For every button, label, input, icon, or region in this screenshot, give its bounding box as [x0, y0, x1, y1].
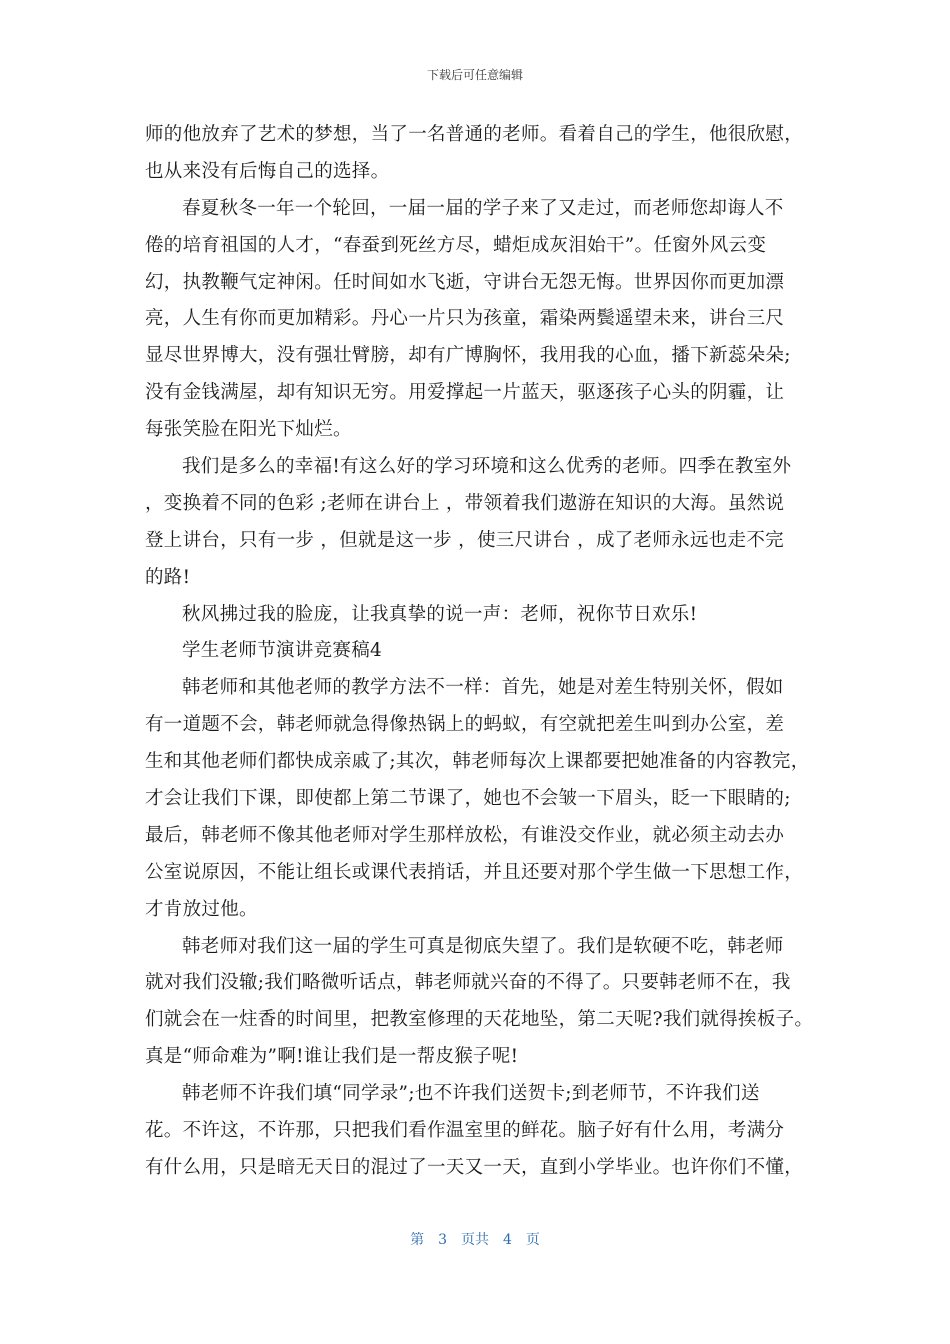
current-page-number: 3	[438, 1232, 447, 1248]
footer-prefix: 第	[410, 1232, 425, 1248]
text-line: 才肯放过他。	[145, 898, 258, 920]
paragraph-start-line: 韩老师对我们这一届的学生可真是彻底失望了。我们是软硬不吃，韩老师	[182, 935, 784, 957]
text-line: 有什么用，只是暗无天日的混过了一天又一天，直到小学毕业。也许你们不懂，	[145, 1156, 804, 1178]
text-line: 有一道题不会，韩老师就急得像热锅上的蚂蚁，有空就把差生叫到办公室，差	[145, 714, 785, 736]
text-line: ，变换着不同的色彩 ;老师在讲台上 ，带领着我们遨游在知识的大海。虽然说	[145, 492, 785, 514]
text-line: 亮，人生有你而更加精彩。丹心一片只为孩童，霜染两鬓遥望未来，讲台三尺	[145, 308, 785, 330]
text-line: 就对我们没辙;我们略微听话点，韩老师就兴奋的不得了。只要韩老师不在，我	[145, 972, 791, 994]
paragraph-start-line: 秋风拂过我的脸庞，让我真挚的说一声：老师，祝你节日欢乐!	[182, 603, 698, 625]
text-line: 登上讲台，只有一步 ，但就是这一步 ，使三尺讲台 ，成了老师永远也走不完	[145, 529, 784, 551]
text-line: 也从来没有后悔自己的选择。	[145, 160, 390, 182]
footer-middle: 页共	[461, 1232, 489, 1248]
text-line: 最后，韩老师不像其他老师对学生那样放松，有谁没交作业，就必须主动去办	[145, 824, 785, 846]
text-line: 的路!	[145, 566, 191, 588]
text-line: 师的他放弃了艺术的梦想，当了一名普通的老师。看着自己的学生，他很欣慰，	[145, 124, 804, 145]
text-line: 真是“师命难为”啊!谁让我们是一帮皮猴子呢!	[145, 1046, 519, 1068]
page-header: 下载后可任意编辑	[426, 68, 523, 82]
text-line: 每张笑脸在阳光下灿烂。	[145, 419, 352, 441]
text-line: 显尽世界博大，没有强壮臂膀，却有广博胸怀，我用我的心血，播下新蕊朵朵;	[145, 345, 791, 367]
section-heading: 学生老师节演讲竞赛稿4	[182, 640, 383, 662]
text-line: 倦的培育祖国的人才，“春蚕到死丝方尽，蜡炬成灰泪始干”。任窗外风云变	[145, 234, 767, 256]
text-line: 幻，执教鞭气定神闲。任时间如水飞逝，守讲台无怨无悔。世界因你而更加漂	[145, 271, 785, 293]
text-line: 公室说原因，不能让组长或课代表捎话，并且还要对那个学生做一下思想工作，	[145, 861, 804, 883]
text-line: 们就会在一炷香的时间里，把教室修理的天花地坠，第二天呢?我们就得挨板子。	[145, 1009, 814, 1031]
paragraph-start-line: 韩老师不许我们填“同学录”;也不许我们送贺卡;到老师节，不许我们送	[182, 1083, 760, 1105]
document-body	[145, 117, 825, 1187]
text-line: 才会让我们下课，即使都上第二节课了，她也不会皱一下眉头，眨一下眼睛的;	[145, 788, 791, 810]
paragraph-start-line: 我们是多么的幸福!有这么好的学习环境和这么优秀的老师。四季在教室外	[182, 456, 792, 478]
total-page-count: 4	[503, 1232, 512, 1248]
text-line: 没有金钱满屋，却有知识无穷。用爱撑起一片蓝天，驱逐孩子心头的阴霾，让	[145, 382, 785, 404]
text-line: 生和其他老师们都快成亲戚了;其次，韩老师每次上课都要把她准备的内容教完，	[145, 751, 810, 773]
paragraph-start-line: 韩老师和其他老师的教学方法不一样：首先，她是对差生特别关怀，假如	[182, 677, 784, 699]
text-line: 花。不许这，不许那，只把我们看作温室里的鲜花。脑子好有什么用，考满分	[145, 1120, 785, 1142]
footer-suffix: 页	[525, 1232, 540, 1248]
page-footer	[0, 1229, 950, 1249]
paragraph-start-line: 春夏秋冬一年一个轮回，一届一届的学子来了又走过，而老师您却诲人不	[182, 197, 784, 219]
